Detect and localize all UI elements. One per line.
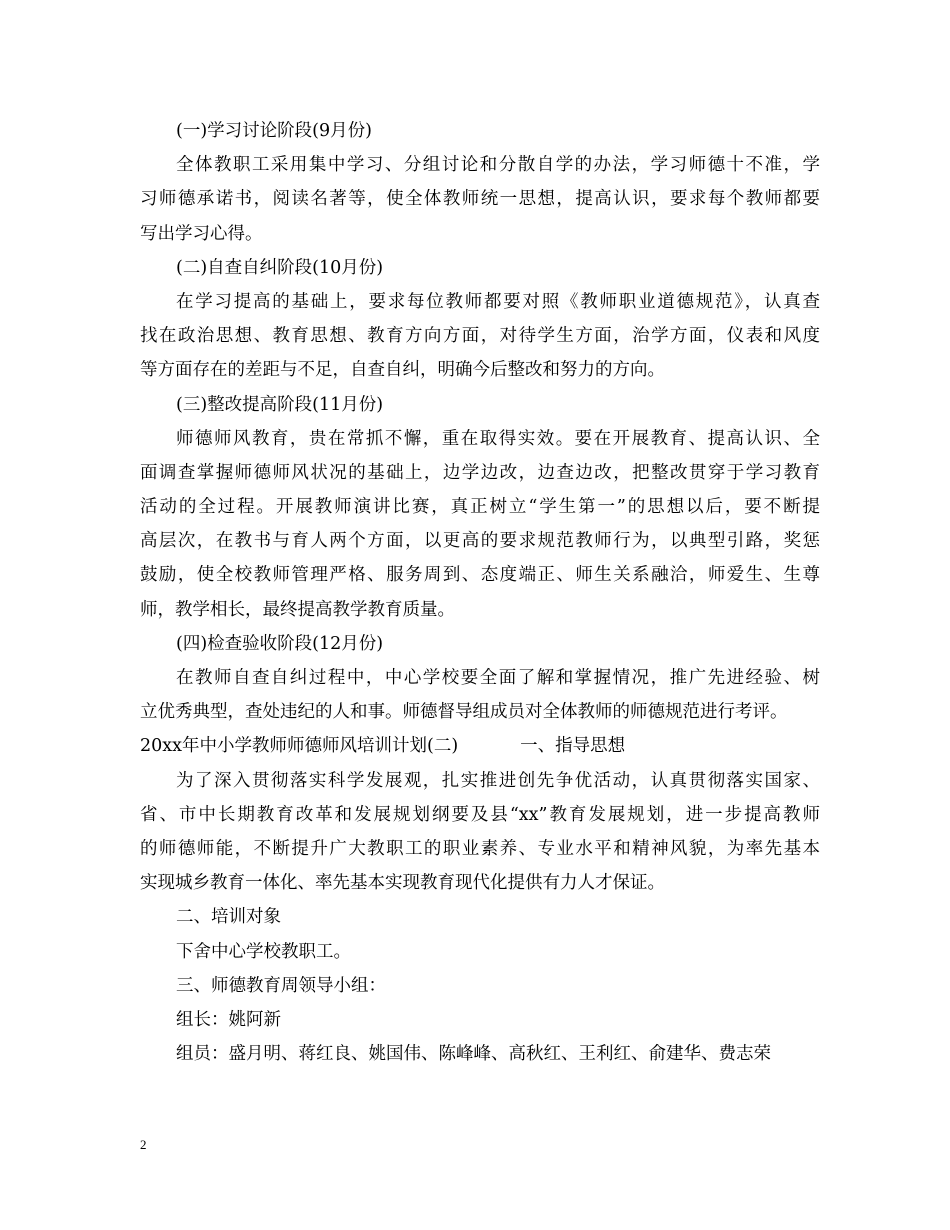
paragraph-line: 鼓励，使全校教师管理严格、服务周到、态度端正、师生关系融洽，师爱生、生尊	[140, 565, 820, 586]
paragraph-line: 全体教职工采用集中学习、分组讨论和分散自学的办法，学习师德十不准，学	[176, 155, 820, 176]
paragraph-line: 师德师风教育，贵在常抓不懈，重在取得实效。要在开展教育、提高认识、全	[176, 428, 820, 449]
leadership-group-heading: 三、师德教育周领导小组：	[176, 975, 386, 996]
paragraph-line: 在教师自查自纠过程中，中心学校要全面了解和掌握情况，推广先进经验、树	[176, 668, 820, 688]
paragraph-line: 为了深入贯彻落实科学发展观，扎实推进创先争优活动，认真贯彻落实国家、	[176, 770, 820, 791]
guiding-ideology-heading: 一、指导思想	[520, 736, 626, 757]
section-heading-1: (一)学习讨论阶段(9月份)	[176, 121, 372, 141]
document-body	[140, 114, 820, 1071]
group-leader: 组长：姚阿新	[176, 1009, 281, 1030]
plan-title: 20xx年中小学教师师德师风培训计划(二)	[140, 736, 459, 757]
paragraph-line: 习师德承诺书，阅读名著等，使全体教师统一思想，提高认识，要求每个教师都要	[140, 189, 820, 210]
plan-title-line	[140, 729, 820, 763]
paragraph-line: 找在政治思想、教育思想、教育方向方面，对待学生方面，治学方面，仪表和风度	[140, 326, 820, 347]
paragraph-line: 省、市中长期教育改革和发展规划纲要及县“xx”教育发展规划，进一步提高教师	[140, 804, 820, 825]
paragraph-line: 立优秀典型，查处违纪的人和事。师德督导组成员对全体教师的师德规范进行考评。	[140, 702, 788, 723]
paragraph-line: 等方面存在的差距与不足，自查自纠，明确今后整改和努力的方向。	[140, 360, 665, 381]
paragraph-line: 活动的全过程。开展教师演讲比赛，真正树立“学生第一”的思想以后，要不断提	[140, 497, 820, 518]
section-heading-2: (二)自查自纠阶段(10月份)	[176, 257, 384, 278]
paragraph-line: 写出学习心得。	[140, 223, 263, 244]
paragraph-line: 实现城乡教育一体化、率先基本实现教育现代化提供有力人才保证。	[140, 873, 665, 894]
page-number: 2	[140, 1137, 147, 1152]
paragraph-line: 的师德师能，不断提升广大教职工的职业素养、专业水平和精神风貌，为率先基本	[140, 838, 820, 859]
section-heading-4: (四)检查验收阶段(12月份)	[176, 633, 384, 654]
paragraph-line: 高层次，在教书与育人两个方面，以更高的要求规范教师行为，以典型引路，奖惩	[140, 531, 820, 552]
paragraph-line: 师，教学相长，最终提高教学教育质量。	[140, 599, 455, 620]
training-target-heading: 二、培训对象	[176, 907, 281, 928]
group-members: 组员：盛月明、蒋红良、姚国伟、陈峰峰、高秋红、王利红、俞建华、费志荣	[176, 1044, 771, 1065]
training-target-text: 下舍中心学校教职工。	[176, 941, 351, 962]
paragraph-line: 面调查掌握师德师风状况的基础上，边学边改，边查边改，把整改贯穿于学习教育	[140, 462, 820, 483]
paragraph-line: 在学习提高的基础上，要求每位教师都要对照《教师职业道德规范》，认真查	[176, 291, 820, 312]
section-heading-3: (三)整改提高阶段(11月份)	[176, 394, 384, 415]
